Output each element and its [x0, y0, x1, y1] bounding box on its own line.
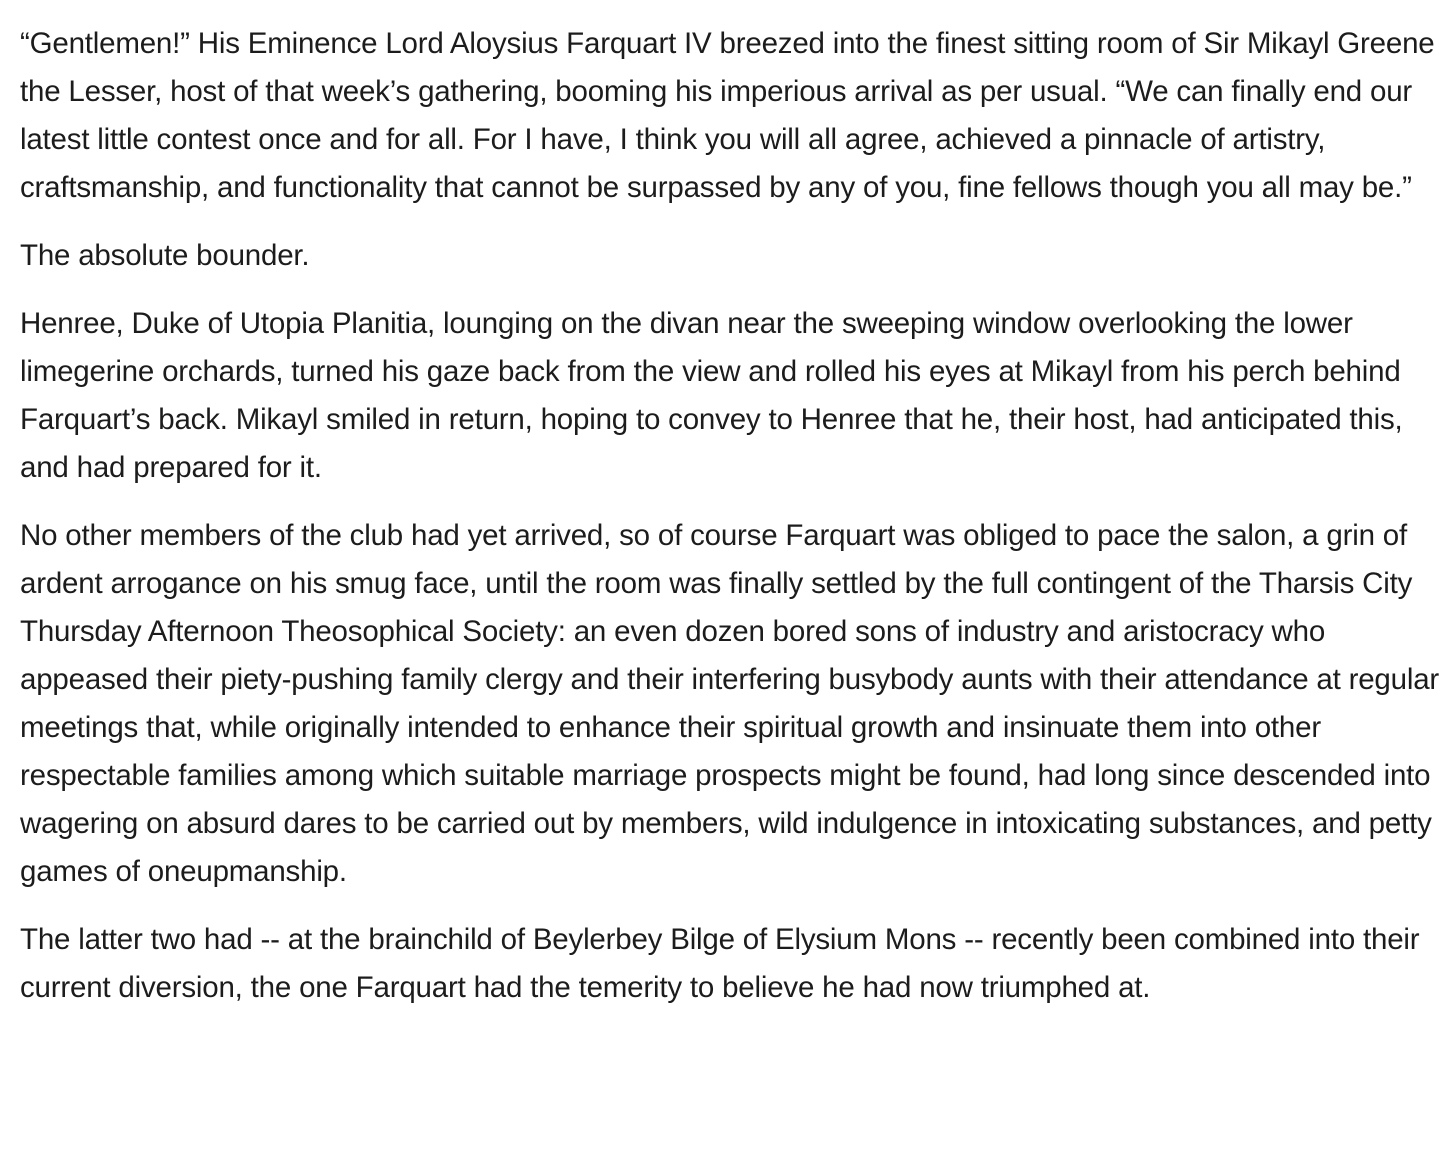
paragraph-3: Henree, Duke of Utopia Planitia, lounging on the divan near the sweeping window overlooking the lower limegerine orchards, turned his gaze back from the view and rolled his eyes at Mikayl from his perch behind Farquart’s back. Mikayl smiled in return, hoping to convey to Henree that he, their host, had anticipated this, and had prepared for it. — [20, 307, 1403, 484]
document-body — [20, 20, 1440, 1032]
paragraph-1: “Gentlemen!” His Eminence Lord Aloysius Farquart IV breezed into the finest sitting room of Sir Mikayl Greene the Lesser, host of that week’s gathering, booming his imperious arrival as per usual. “We can finally end our latest little contest once and for all. For I have, I think you will all agree, achieved a pinnacle of artistry, craftsmanship, and functionality that cannot be surpassed by any of you, fine fellows though you all may be.” — [20, 27, 1435, 204]
paragraph-5: The latter two had -- at the brainchild of Beylerbey Bilge of Elysium Mons -- recently been combined into their current diversion, the one Farquart had the temerity to believe he had now triumphed at. — [20, 923, 1420, 1004]
paragraph-4: No other members of the club had yet arrived, so of course Farquart was obliged to pace the salon, a grin of ardent arrogance on his smug face, until the room was finally settled by the full contingent of the Tharsis City Thursday Afternoon Theosophical Society: an even dozen bored sons of industry and aristocracy who appeased their piety-pushing family clergy and their interfering busybody aunts with their attendance at regular meetings that, while originally intended to enhance their spiritual growth and insinuate them into other respectable families among which suitable marriage prospects might be found, had long since descended into wagering on absurd dares to be carried out by members, wild indulgence in intoxicating substances, and petty games of oneupmanship. — [20, 519, 1440, 888]
paragraph-2: The absolute bounder. — [20, 239, 310, 272]
